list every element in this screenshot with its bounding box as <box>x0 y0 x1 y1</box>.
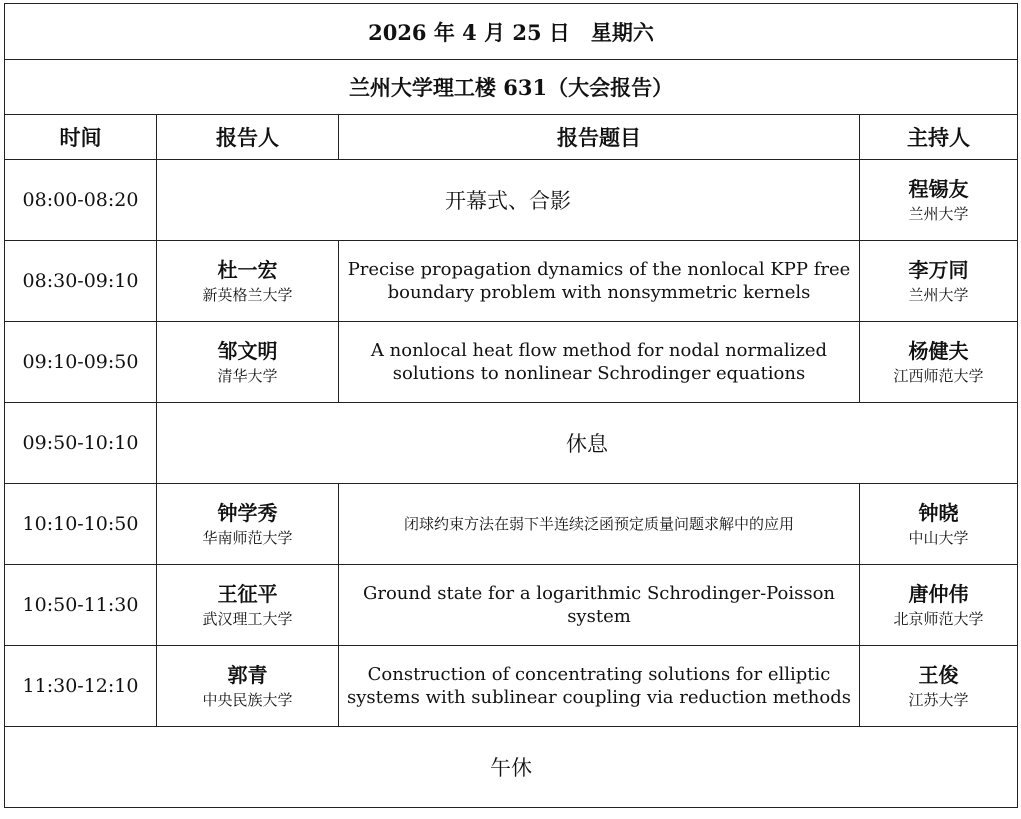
host-affiliation: 兰州大学 <box>908 205 969 223</box>
talk-title: Precise propagation dynamics of the nonlocal KPP free boundary problem with nonsymmetric kernels <box>347 259 851 303</box>
host-affiliation: 北京师范大学 <box>893 610 984 628</box>
session-row <box>5 160 1018 241</box>
session-row <box>5 403 1018 484</box>
speaker-cell <box>157 565 339 646</box>
venue-row <box>5 60 1018 115</box>
session-time: 10:10-10:50 <box>5 484 157 565</box>
session-time: 11:30-12:10 <box>5 646 157 727</box>
speaker-affiliation: 武汉理工大学 <box>202 610 293 628</box>
date-heading: 2026 年 4 月 25 日 星期六 <box>5 4 1018 60</box>
host-cell <box>860 565 1018 646</box>
host-cell <box>860 322 1018 403</box>
host-name: 杨健夫 <box>908 339 969 363</box>
session-row <box>5 646 1018 727</box>
talk-title-cell <box>339 646 860 727</box>
speaker-name: 郭青 <box>227 663 268 687</box>
session-row <box>5 484 1018 565</box>
host-name: 钟晓 <box>918 501 959 525</box>
session-time: 08:00-08:20 <box>5 160 157 241</box>
column-header-time: 时间 <box>5 115 157 160</box>
host-name: 唐仲伟 <box>908 582 969 606</box>
host-affiliation: 江苏大学 <box>908 691 969 709</box>
host-cell <box>860 241 1018 322</box>
host-cell <box>860 646 1018 727</box>
venue-heading: 兰州大学理工楼 631（大会报告） <box>5 60 1018 115</box>
speaker-name: 王征平 <box>217 582 278 606</box>
talk-title: A nonlocal heat flow method for nodal normalized solutions to nonlinear Schrodinger equations <box>370 340 828 384</box>
talk-title: Ground state for a logarithmic Schrodinger-Poisson system <box>362 583 836 627</box>
host-name: 王俊 <box>918 663 959 687</box>
speaker-affiliation: 中央民族大学 <box>202 691 293 709</box>
session-row <box>5 322 1018 403</box>
host-cell <box>860 484 1018 565</box>
session-time: 08:30-09:10 <box>5 241 157 322</box>
session-time: 10:50-11:30 <box>5 565 157 646</box>
session-time: 09:50-10:10 <box>5 403 157 484</box>
speaker-name: 邹文明 <box>217 339 278 363</box>
schedule-table <box>4 3 1018 808</box>
speaker-cell <box>157 241 339 322</box>
column-header-host: 主持人 <box>860 115 1018 160</box>
column-header-row <box>5 115 1018 160</box>
session-row <box>5 565 1018 646</box>
session-event: 开幕式、合影 <box>157 160 860 241</box>
talk-title: Construction of concentrating solutions for elliptic systems with sublinear coupling via reduction methods <box>347 664 851 708</box>
speaker-name: 钟学秀 <box>217 501 278 525</box>
speaker-affiliation: 清华大学 <box>217 367 278 385</box>
column-header-title: 报告题目 <box>339 115 860 160</box>
talk-title-cell <box>339 241 860 322</box>
speaker-cell <box>157 646 339 727</box>
host-name: 李万同 <box>908 258 969 282</box>
speaker-affiliation: 华南师范大学 <box>202 529 293 547</box>
session-time: 09:10-09:50 <box>5 322 157 403</box>
host-affiliation: 江西师范大学 <box>893 367 984 385</box>
talk-title-cell <box>339 565 860 646</box>
host-name: 程锡友 <box>908 177 969 201</box>
talk-title: 闭球约束方法在弱下半连续泛函预定质量问题求解中的应用 <box>403 515 794 533</box>
host-cell <box>860 160 1018 241</box>
speaker-cell <box>157 322 339 403</box>
talk-title-cell <box>339 484 860 565</box>
lunch-break: 午休 <box>5 727 1018 808</box>
host-affiliation: 中山大学 <box>908 529 969 547</box>
speaker-name: 杜一宏 <box>217 258 278 282</box>
speaker-cell <box>157 484 339 565</box>
session-row <box>5 241 1018 322</box>
speaker-affiliation: 新英格兰大学 <box>202 286 293 304</box>
column-header-speaker: 报告人 <box>157 115 339 160</box>
lunch-row <box>5 727 1018 808</box>
date-row <box>5 4 1018 60</box>
talk-title-cell <box>339 322 860 403</box>
session-event: 休息 <box>157 403 1018 484</box>
host-affiliation: 兰州大学 <box>908 286 969 304</box>
